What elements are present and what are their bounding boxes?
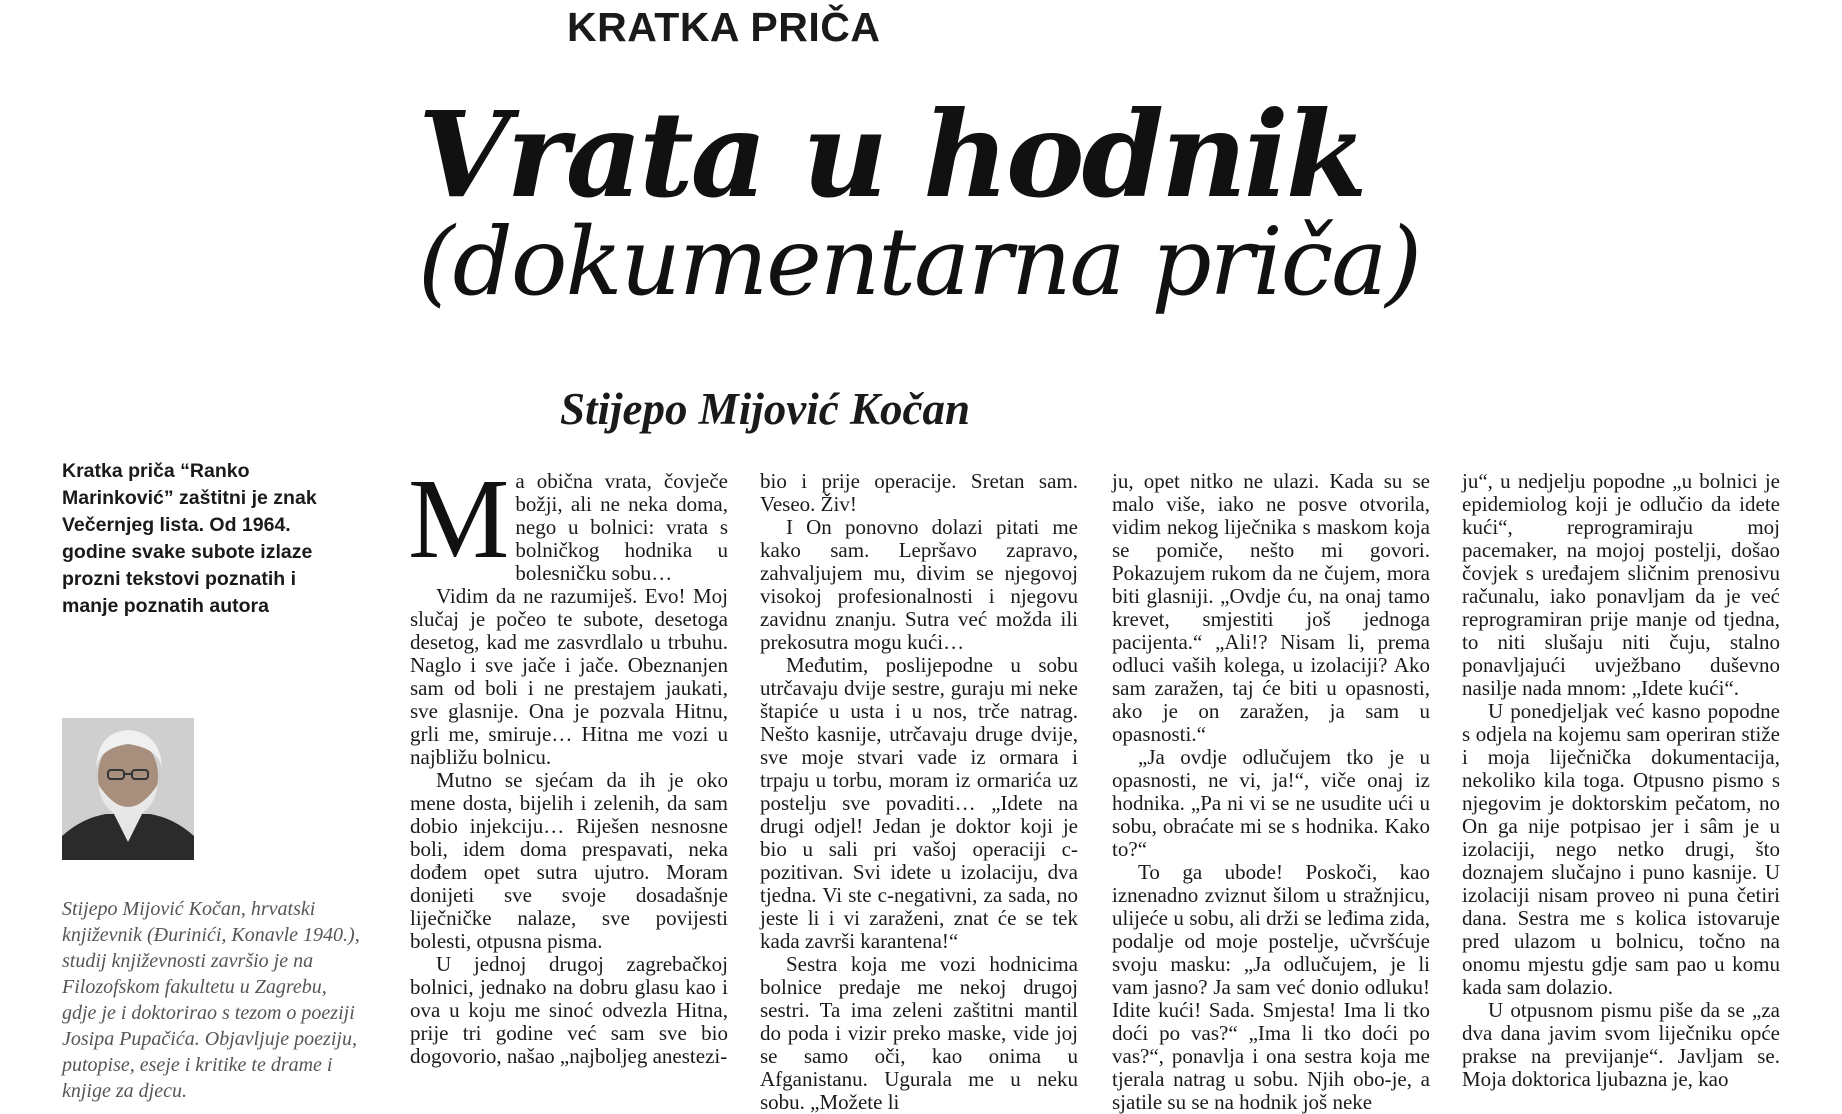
author-photo: [62, 718, 194, 860]
paragraph: bio i prije operacije. Sretan sam. Veseo. Živ!: [760, 469, 1078, 516]
article-title: Vrata u hodnik: [418, 85, 1365, 224]
author-bio: Stijepo Mijović Kočan, hrvatski književnik (Đurinići, Konavle 1940.), studij književnosti završio je na Filozofskom fakultetu u Zagrebu, gdje je i doktorirao s tezom o poeziji Josipa Pupačića. Objavljuje poeziju, putopise, eseje i kritike te drame i knjige za djecu.: [62, 898, 360, 1102]
paragraph: Međutim, poslijepodne u sobu utrčavaju dvije sestre, guraju mi neke štapiće u usta i u nos, trče natrag. Nešto kasnije, utrčavaju druge dvije, sve moje stvari vade iz ormara i trpaju u torbu, moram iz ormarića uz postelju sve povaditi… „Idete na drugi odjel! Jedan je doktor koji je bio u sali pri vašoj operaciji c-pozitivan. Svi idete u izolaciju, dva tjedna. Vi ste c-negativni, za sada, no jeste li i vi zaraženi, znat će se tek kada završi karantena!“: [760, 653, 1078, 953]
paragraph: To ga ubode! Poskoči, kao iznenadno zviznut šilom u stražnjicu, ulijeće u sobu, ali drži se leđima zida, podalje od moje postelje, učvršćuje svoju masku: „Ja odlučujem, je li vam jasno? Ja sam već donio odluku! Idite kući! Sada. Smjesta! Ima li tko doći po vas?“ „Ima li tko doći po vas?“, ponavlja i ona sestra koja me tjerala natrag u sobu. Njih obo-je, a sjatile su se na hodnik još neke: [1112, 860, 1430, 1114]
paragraph: ju“, u nedjelju popodne „u bolnici je epidemiolog koji je odlučio da idete kući“, reprogramiraju moj pacemaker, na mojoj postelji, došao čovjek s uređajem sličnim prenosivu računalu, iako ponavljam da je već reprogramiran prije manje od tjedna, to niti slušaju niti čuju, stalno ponavljajući uvježbano duševno nasilje nada mnom: „Idete kući“.: [1462, 469, 1780, 700]
kicker: KRATKA PRIČA: [567, 4, 881, 50]
paragraph: I On ponovno dolazi pitati me kako sam. Lepršavo zapravo, zahvaljujem mu, divim se njegovoj visokoj profesionalnosti i njegovu zavidnu znanju. Sutra već možda ili prekosutra mogu kući…: [760, 515, 1078, 654]
article-subtitle: (dokumentarna priča): [418, 208, 1420, 317]
paragraph: ju, opet nitko ne ulazi. Kada su se malo više, iako ne posve otvorila, vidim nekog liječnika s maskom koja se pomiče, nešto mi govori. Pokazujem rukom da ne čujem, mora biti glasniji. „Ovdje ću, na onaj tamo krevet, smjestiti još jednoga pacijenta.“ „Ali!? Nisam li, prema odluci vaših kolega, u izolaciji? Ako sam zaražen, taj će biti u opasnosti, ako je on zaražen, ja sam u opasnosti.“: [1112, 469, 1430, 746]
paragraph: Vidim da ne razumiješ. Evo! Moj slučaj je počeo te subote, desetoga desetog, kad me zasvrdlalo u trbuhu. Naglo i sve jače i jače. Obeznanjen sam od boli i ne prestajem jaukati, sve glasnije. Ona je pozvala Hitnu, grli me, smiruje… Hitna me vozi u najbližu bolnicu.: [410, 584, 728, 769]
author-portrait-icon: [62, 718, 194, 860]
article-column-1: [408, 455, 728, 1068]
paragraph: Sestra koja me vozi hodnicima bolnice predaje me nekoj drugoj sestri. Ta ima zeleni zaštitni mantil do poda i vizir preko maske, vide joj se samo oči, kao onima u Afganistanu. Uguralа me u neku sobu. „Možete li: [760, 952, 1078, 1114]
paragraph: U otpusnom pismu piše da se „za dva dana javim svom liječniku opće prakse na previjanje“. Javljam se. Moja doktorica ljubazna je, kao: [1462, 998, 1780, 1091]
article-column-2: [760, 470, 1078, 1114]
article-column-3: [1112, 470, 1430, 1114]
paragraph: Mutno se sjećam da ih je oko mene dosta, bijelih i zelenih, da sam dobio injekciju… Riješen nesnosne boli, idem doma prespavati, neka dođem opet sutra ujutro. Moram donijeti sve svoje dosadašnje liječničke nalaze, sve povijesti bolesti, otpusna pisma.: [410, 768, 728, 953]
paragraph: U ponedjeljak već kasno popodne s odjela na kojemu sam operiran stiže i moja liječnička dokumentacija, nekoliko kila toga. Otpusno pismo s njegovim je doktorskim pečatom, no On ga nije potpisao jer i sâm je u izolaciji, nego netko drugi, što doznajem slučajno i puno kasnije. U izolaciji nisam proveo ni puna četiri dana. Sestra me s kolica istovaruje pred ulazom u bolnicu, točno na onomu mjestu gdje sam pao u komu kada sam dolazio.: [1462, 699, 1780, 999]
paragraph: Ma obična vrata, čovječe božji, ali ne neka doma, nego u bolnici: vrata s bolničkog hodnika u bolesničku sobu…: [408, 455, 728, 585]
drop-cap: M: [408, 455, 510, 582]
paragraph: „Ja ovdje odlučujem tko je u opasnosti, ne vi, ja!“, viče onaj iz hodnika. „Pa ni vi se ne usudite ući u sobu, obraćate mi se s hodnika. Kako to?“: [1112, 745, 1430, 861]
sidebar-note: Kratka priča “Ranko Marinković” zaštitni je znak Večernjeg lista. Od 1964. godine svake subote izlaze prozni tekstovi poznatih i manje poznatih autora: [62, 460, 317, 617]
article-column-4: [1462, 470, 1780, 1091]
paragraph: U jednoj drugoj zagrebačkoj bolnici, jednako na dobru glasu kao i ova u koju me sinoć odvezla Hitna, prije tri godine već sam sve bio dogovorio, našao „najboljeg anestezi-: [410, 952, 728, 1068]
byline: Stijepo Mijović Kočan: [560, 384, 970, 434]
